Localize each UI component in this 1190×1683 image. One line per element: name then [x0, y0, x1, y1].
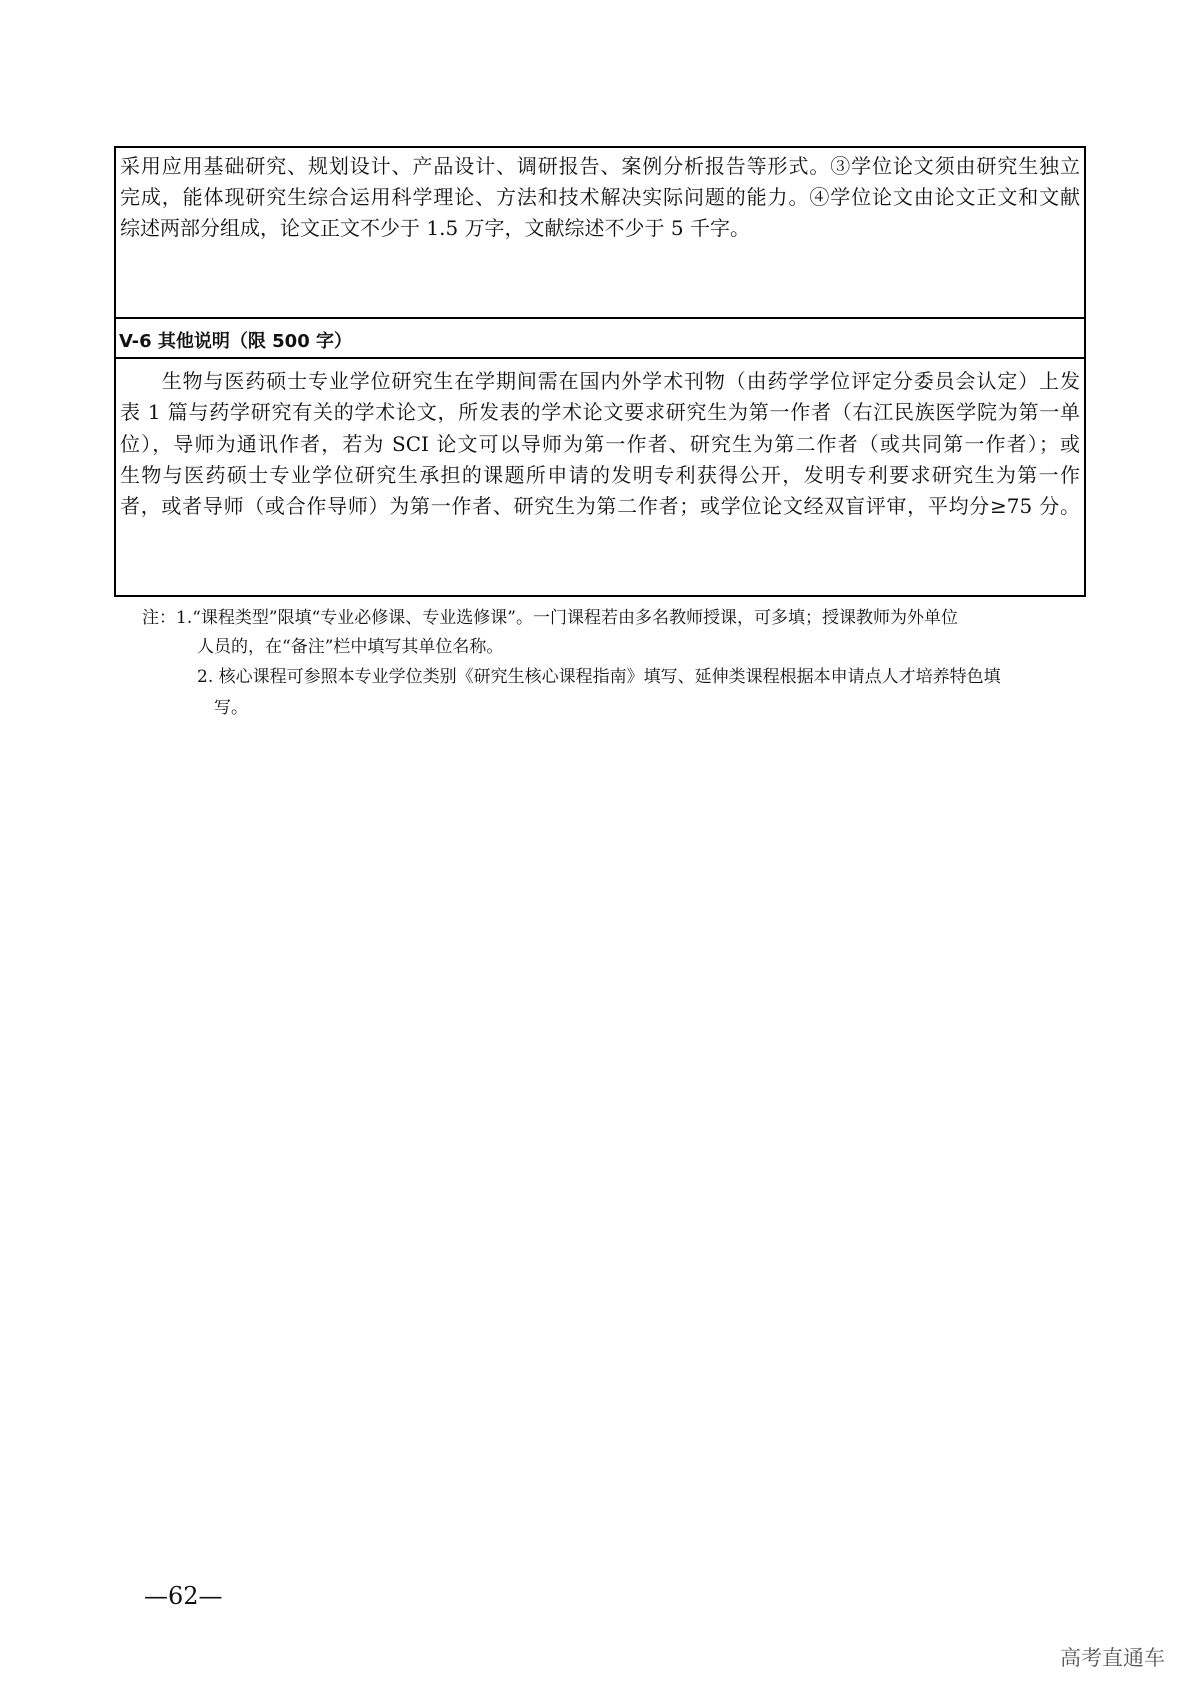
section-header: V-6 其他说明（限 500 字）	[119, 331, 352, 352]
watermark: 高考直通车	[1060, 1646, 1165, 1670]
text-line: 采用应用基础研究、规划设计、产品设计、调研报告、案例分析报告等形式。③学位论文须由研究生独立	[120, 154, 1080, 178]
thesis-requirements-cell	[116, 148, 1084, 319]
other-notes-cell	[116, 359, 1084, 595]
text-line: 者，或者导师（或合作导师）为第一作者、研究生为第二作者；或学位论文经双盲评审，平均分≥75 分。	[120, 494, 1080, 518]
text-line: 生物与医药硕士专业学位研究生在学期间需在国内外学术刊物（由药学学位评定分委员会认定）上发	[120, 369, 1080, 393]
footnote-2-cont: 写。	[214, 698, 248, 718]
text-line: 表 1 篇与药学研究有关的学术论文，所发表的学术论文要求研究生为第一作者（右江民族医学院为第一单	[120, 400, 1080, 424]
footnote-1: 注：1.“课程类型”限填“专业必修课、专业选修课”。一门课程若由多名教师授课，可多填；授课教师为外单位	[142, 608, 958, 628]
form-table	[114, 146, 1086, 597]
page-number: —62—	[144, 1582, 223, 1610]
text-line: 完成，能体现研究生综合运用科学理论、方法和技术解决实际问题的能力。④学位论文由论文正文和文献	[120, 185, 1080, 209]
footnote-2: 2. 核心课程可参照本专业学位类别《研究生核心课程指南》填写、延伸类课程根据本申请点人才培养特色填	[197, 667, 1001, 687]
text-line: 位），导师为通讯作者，若为 SCI 论文可以导师为第一作者、研究生为第二作者（或共同第一作者）；或	[120, 432, 1080, 456]
text-line: 生物与医药硕士专业学位研究生承担的课题所申请的发明专利获得公开，发明专利要求研究生为第一作	[120, 463, 1080, 487]
section-header-row	[116, 319, 1084, 359]
footnote-1-cont: 人员的，在“备注”栏中填写其单位名称。	[197, 637, 504, 657]
text-line: 综述两部分组成，论文正文不少于 1.5 万字，文献综述不少于 5 千字。	[120, 216, 750, 240]
